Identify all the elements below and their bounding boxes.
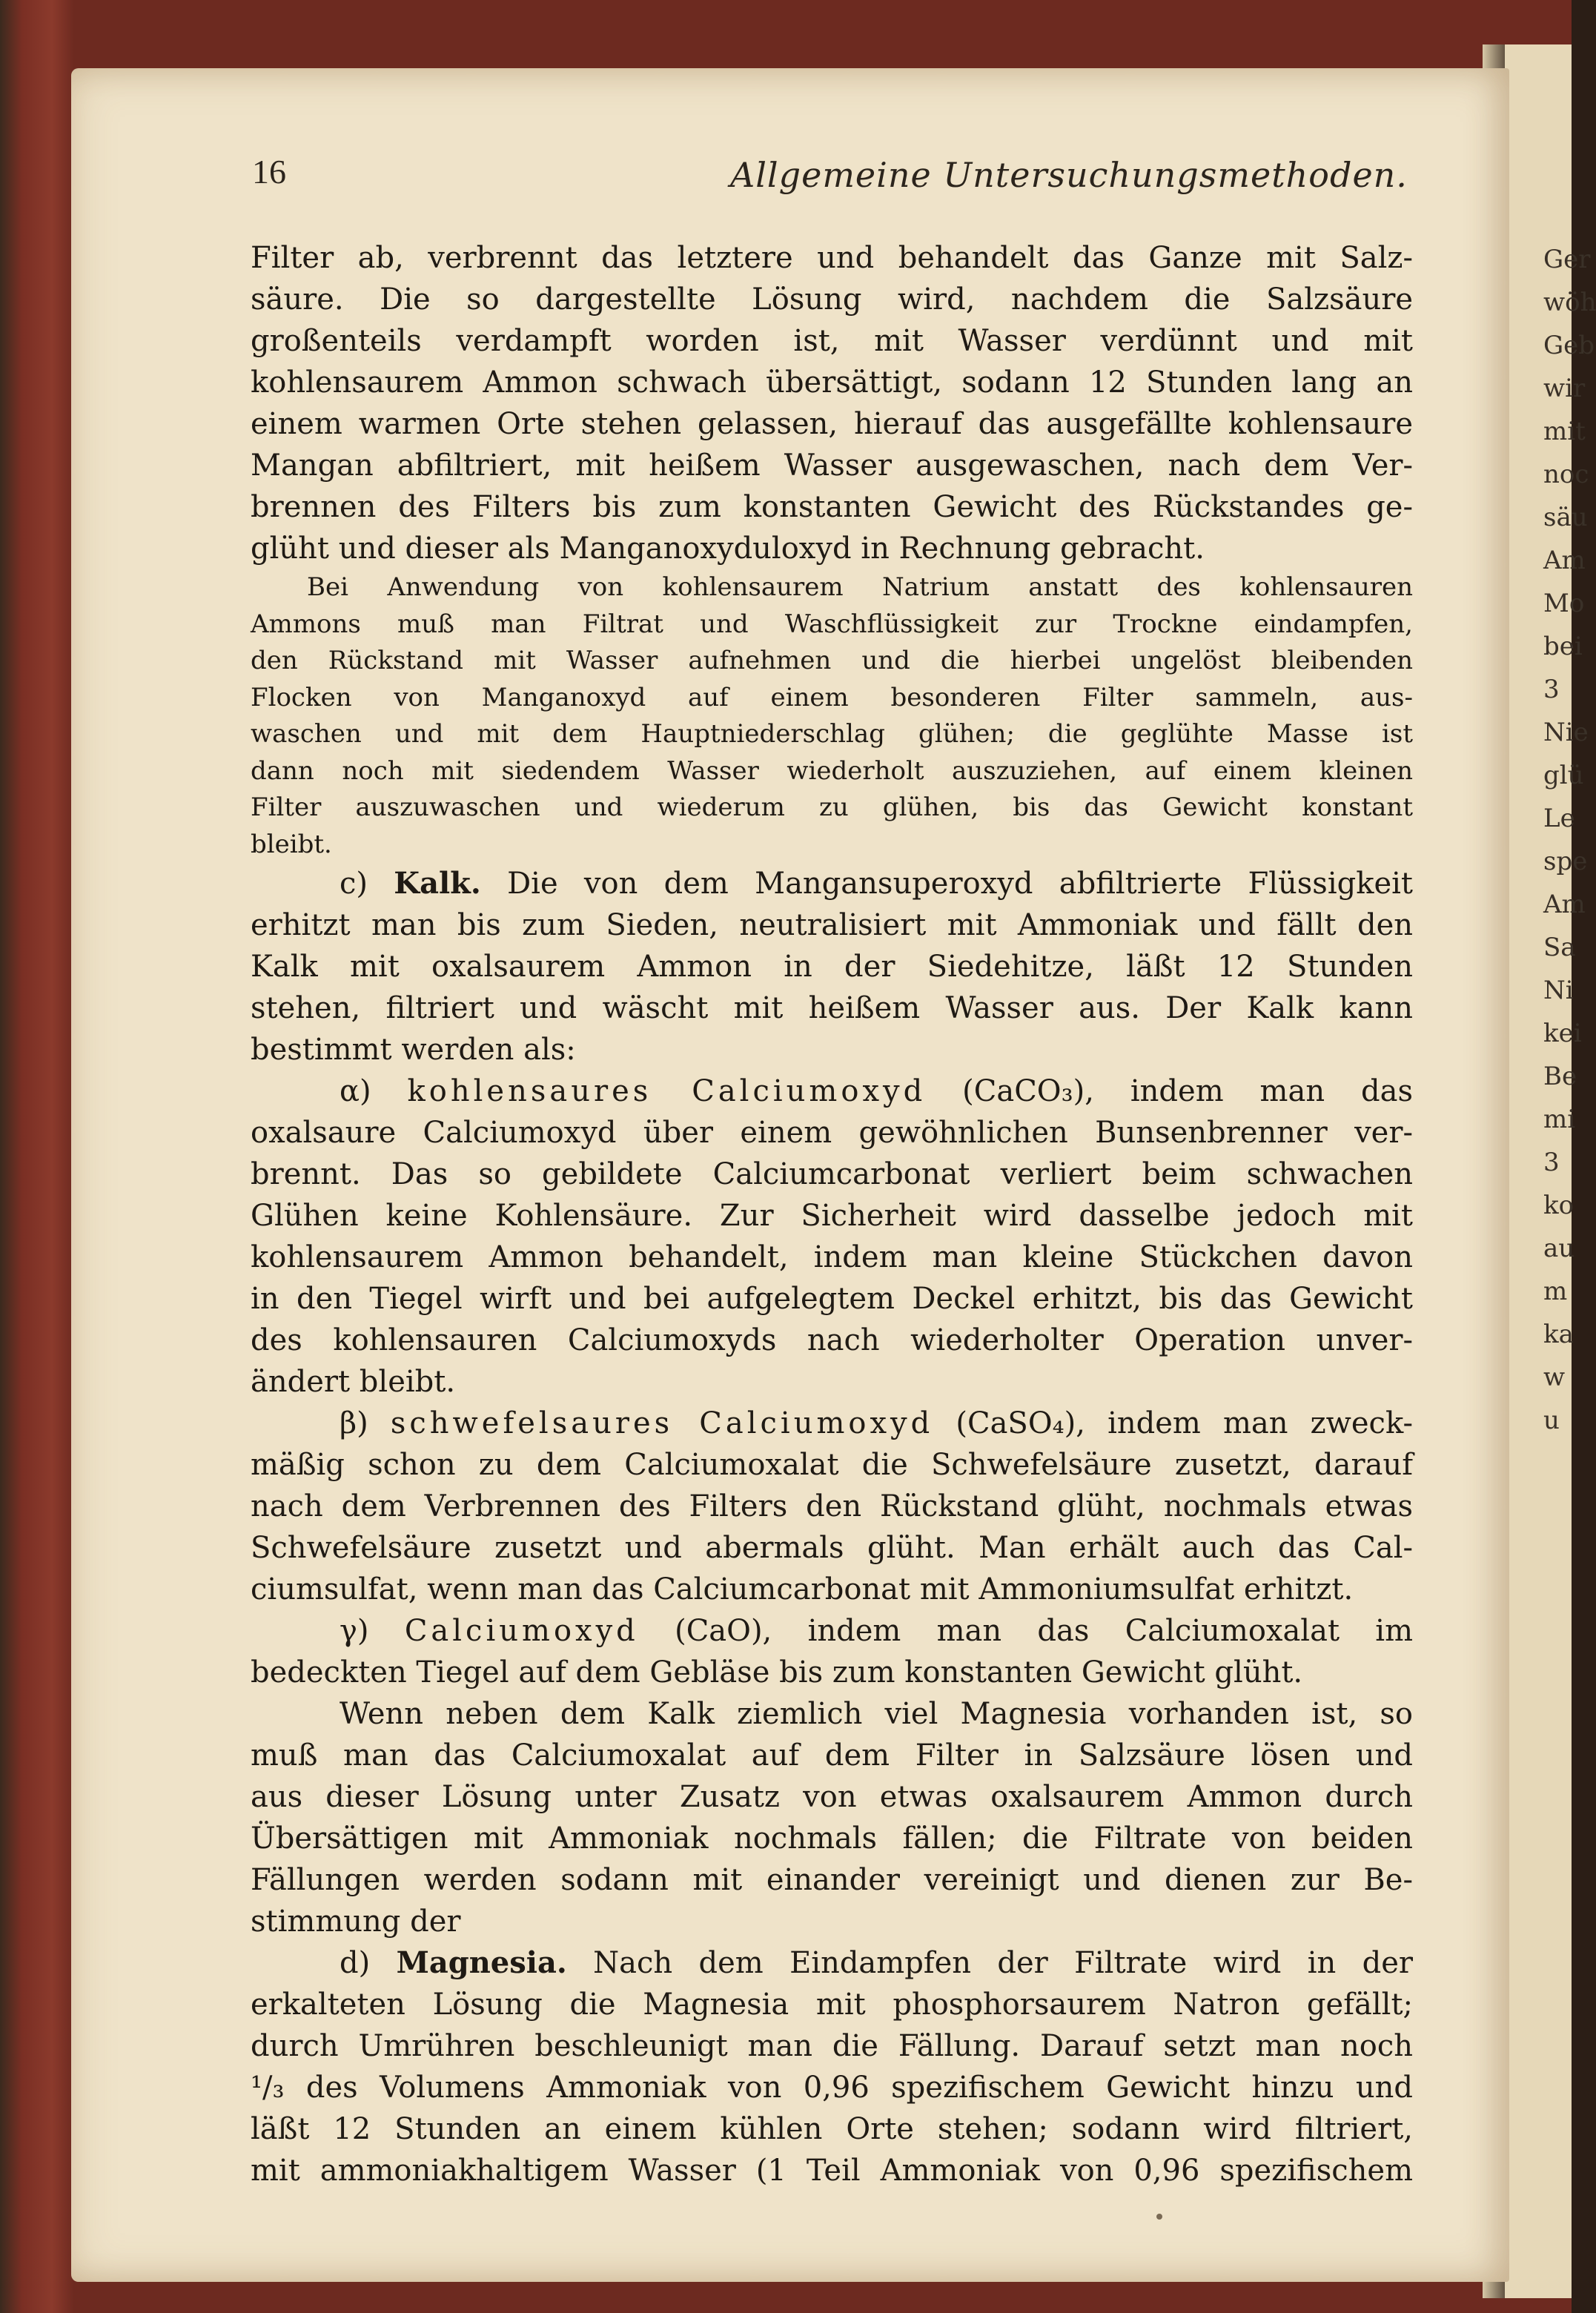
text-line: durch Umrühren beschleunigt man die Fällung. Darauf setzt man noch xyxy=(251,2029,1413,2063)
text-line: läßt 12 Stunden an einem kühlen Orte stehen; sodann wird filtriert, xyxy=(251,2112,1413,2146)
note-line: Filter auszuwaschen und wiederum zu glühen, bis das Gewicht konstant xyxy=(251,792,1413,822)
text-line: bestimmt werden als: xyxy=(251,1033,576,1067)
adjacent-page-fragment: säu xyxy=(1543,503,1588,532)
item-label: β) xyxy=(340,1406,368,1440)
adjacent-page-fragment: Sa xyxy=(1543,933,1576,962)
text-fragment: Nach dem Eindampfen der Filtrate wird in der xyxy=(593,1946,1413,1980)
section-magnesia xyxy=(251,1942,1413,2191)
item-term: Calciumoxyd xyxy=(404,1614,639,1648)
note-line: bleibt. xyxy=(251,829,332,859)
text-line: bedeckten Tiegel auf dem Gebläse bis zum konstanten Gewicht glüht. xyxy=(251,1655,1303,1690)
adjacent-page-fragment: Mo xyxy=(1543,589,1585,618)
item-term: kohlensaures Calciumoxyd xyxy=(407,1074,927,1108)
text-line: Filter ab, verbrennt das letztere und behandelt das Ganze mit Salz- xyxy=(251,241,1413,275)
adjacent-page-fragment: ka xyxy=(1543,1320,1574,1349)
item-first-line xyxy=(251,1403,1413,1444)
text-line: aus dieser Lösung unter Zusatz von etwas oxalsaurem Ammon durch xyxy=(251,1780,1413,1814)
adjacent-page-fragment: 3 xyxy=(1543,675,1560,704)
adjacent-page-fragment: Be xyxy=(1543,1062,1577,1091)
adjacent-page-fragment: Am xyxy=(1543,890,1586,919)
text-fragment: indem man das xyxy=(1130,1074,1413,1108)
text-line: ciumsulfat, wenn man das Calciumcarbonat mit Ammoniumsulfat erhitzt. xyxy=(251,1572,1354,1606)
note-line: den Rückstand mit Wasser aufnehmen und die hierbei ungelöst bleibenden xyxy=(251,646,1413,675)
text-line: ändert bleibt. xyxy=(251,1365,456,1399)
item-label: α) xyxy=(340,1074,371,1108)
adjacent-page-fragment: bei xyxy=(1543,632,1583,661)
text-line: brennt. Das so gebildete Calciumcarbonat verliert beim schwachen xyxy=(251,1157,1413,1191)
adjacent-page-fragment: Le xyxy=(1543,804,1575,833)
adjacent-page-edge xyxy=(1505,44,1596,2298)
text-line: säure. Die so dargestellte Lösung wird, nachdem die Salzsäure xyxy=(251,282,1413,317)
text-line: Wenn neben dem Kalk ziemlich viel Magnesia vorhanden ist, so xyxy=(340,1697,1413,1731)
item-beta xyxy=(251,1403,1413,1610)
paper-speck xyxy=(1156,2214,1162,2220)
text-fragment: Die von dem Mangansuperoxyd abfiltrierte Flüssigkeit xyxy=(507,867,1413,901)
section-heading-line xyxy=(251,863,1413,904)
adjacent-page-fragment: Am xyxy=(1543,546,1586,575)
note-line: Flocken von Manganoxyd auf einem besonderen Filter sammeln, aus- xyxy=(251,682,1413,712)
text-line: mäßig schon zu dem Calciumoxalat die Schwefelsäure zusetzt, darauf xyxy=(251,1448,1413,1482)
paragraph-intro xyxy=(251,237,1413,569)
chemical-formula: (CaSO₄), xyxy=(956,1406,1085,1440)
text-line: stehen, filtriert und wäscht mit heißem Wasser aus. Der Kalk kann xyxy=(251,991,1413,1025)
item-term: schwefelsaures Calciumoxyd xyxy=(390,1406,934,1440)
section-heading: Magnesia. xyxy=(396,1945,567,1980)
text-line: stimmung der xyxy=(251,1905,461,1939)
text-line: Glühen keine Kohlensäure. Zur Sicherheit wird dasselbe jedoch mit xyxy=(251,1199,1413,1233)
text-line: kohlensaurem Ammon schwach übersättigt, sodann 12 Stunden lang an xyxy=(251,365,1413,400)
text-line: brennen des Filters bis zum konstanten Gewicht des Rückstandes ge- xyxy=(251,490,1413,524)
text-line: mit ammoniakhaltigem Wasser (1 Teil Ammoniak von 0,96 spezifischem xyxy=(251,2154,1413,2188)
note-line: Bei Anwendung von kohlensaurem Natrium anstatt des kohlensauren xyxy=(307,572,1413,602)
text-line: ¹/₃ des Volumens Ammoniak von 0,96 spezifischem Gewicht hinzu und xyxy=(251,2071,1413,2105)
adjacent-page-fragment: ko xyxy=(1543,1191,1575,1220)
page-header xyxy=(178,152,1408,196)
item-alpha xyxy=(251,1071,1413,1403)
text-line: einem warmen Orte stehen gelassen, hierauf das ausgefällte kohlensaure xyxy=(251,407,1413,441)
adjacent-page-fragment: Nie xyxy=(1543,718,1589,747)
adjacent-page-fragment: kei xyxy=(1543,1019,1582,1048)
text-line: erhitzt man bis zum Sieden, neutralisiert mit Ammoniak und fällt den xyxy=(251,908,1413,942)
adjacent-page-fragment: mi xyxy=(1543,1105,1576,1134)
text-line: großenteils verdampft worden ist, mit Wasser verdünnt und mit xyxy=(251,324,1413,358)
note-line: Ammons muß man Filtrat und Waschflüssigkeit zur Trockne eindampfen, xyxy=(251,609,1413,639)
text-line: muß man das Calciumoxalat auf dem Filter in Salzsäure lösen und xyxy=(251,1738,1413,1773)
chemical-formula: (CaCO₃), xyxy=(962,1074,1094,1108)
item-first-line xyxy=(251,1610,1413,1652)
adjacent-page-fragment: u xyxy=(1543,1406,1560,1435)
section-label: c) xyxy=(340,867,368,901)
adjacent-page-fragment: w xyxy=(1543,1363,1566,1392)
note-line: dann noch mit siedendem Wasser wiederholt auszuziehen, auf einem kleinen xyxy=(251,755,1413,786)
text-line: Mangan abfiltriert, mit heißem Wasser ausgewaschen, nach dem Ver- xyxy=(251,449,1413,483)
section-kalk xyxy=(251,863,1413,1071)
text-line: erkalteten Lösung die Magnesia mit phosphorsaurem Natron gefällt; xyxy=(251,1988,1413,2022)
text-fragment: indem man das Calciumoxalat im xyxy=(807,1614,1414,1648)
adjacent-page-fragment: Ni xyxy=(1543,976,1574,1005)
section-heading: Kalk. xyxy=(394,866,481,901)
section-heading-line xyxy=(251,1942,1413,1984)
adjacent-page-fragment: Ger xyxy=(1543,245,1591,274)
text-line: oxalsaure Calciumoxyd über einem gewöhnlichen Bunsenbrenner ver- xyxy=(251,1116,1413,1150)
item-gamma xyxy=(251,1610,1413,1693)
chemical-formula: (CaO), xyxy=(675,1614,772,1648)
adjacent-page-fragment: 3 xyxy=(1543,1148,1560,1177)
adjacent-page-fragment: glü xyxy=(1543,761,1584,790)
note-paragraph xyxy=(251,569,1413,863)
text-line: Kalk mit oxalsaurem Ammon in der Siedehitze, läßt 12 Stunden xyxy=(251,950,1413,984)
paragraph-magnesia-intro xyxy=(251,1693,1413,1942)
note-line: waschen und mit dem Hauptniederschlag glühen; die geglühte Masse ist xyxy=(251,719,1413,749)
page-body xyxy=(251,237,1413,2191)
adjacent-page-fragment: m xyxy=(1543,1277,1568,1306)
item-label: γ) xyxy=(340,1614,369,1648)
page-number: 16 xyxy=(252,153,286,191)
text-line: in den Tiegel wirft und bei aufgelegtem Deckel erhitzt, bis das Gewicht xyxy=(251,1282,1413,1316)
adjacent-page-fragment: au xyxy=(1543,1234,1575,1263)
text-line: des kohlensauren Calciumoxyds nach wiederholter Operation unver- xyxy=(251,1323,1413,1357)
section-label: d) xyxy=(340,1946,371,1980)
text-line: nach dem Verbrennen des Filters den Rückstand glüht, nochmals etwas xyxy=(251,1489,1413,1523)
adjacent-page-fragment: wöh xyxy=(1543,288,1596,317)
adjacent-page-fragment: Geb xyxy=(1543,331,1595,360)
text-line: Übersättigen mit Ammoniak nochmals fällen; die Filtrate von beiden xyxy=(251,1821,1413,1856)
adjacent-page-fragment: wir xyxy=(1543,374,1586,403)
text-line: kohlensaurem Ammon behandelt, indem man kleine Stückchen davon xyxy=(251,1240,1413,1274)
adjacent-page-fragment: spe xyxy=(1543,847,1588,876)
text-fragment: indem man zweck- xyxy=(1107,1406,1414,1440)
adjacent-page-fragment: mit xyxy=(1543,417,1586,446)
text-line: Fällungen werden sodann mit einander vereinigt und dienen zur Be- xyxy=(251,1863,1413,1897)
running-title: Allgemeine Untersuchungsmethoden. xyxy=(730,155,1408,195)
text-line: Schwefelsäure zusetzt und abermals glüht. Man erhält auch das Cal- xyxy=(251,1531,1413,1565)
item-first-line xyxy=(251,1071,1413,1112)
text-line: glüht und dieser als Manganoxyduloxyd in Rechnung gebracht. xyxy=(251,532,1205,566)
adjacent-page-fragment: noc xyxy=(1543,460,1589,489)
